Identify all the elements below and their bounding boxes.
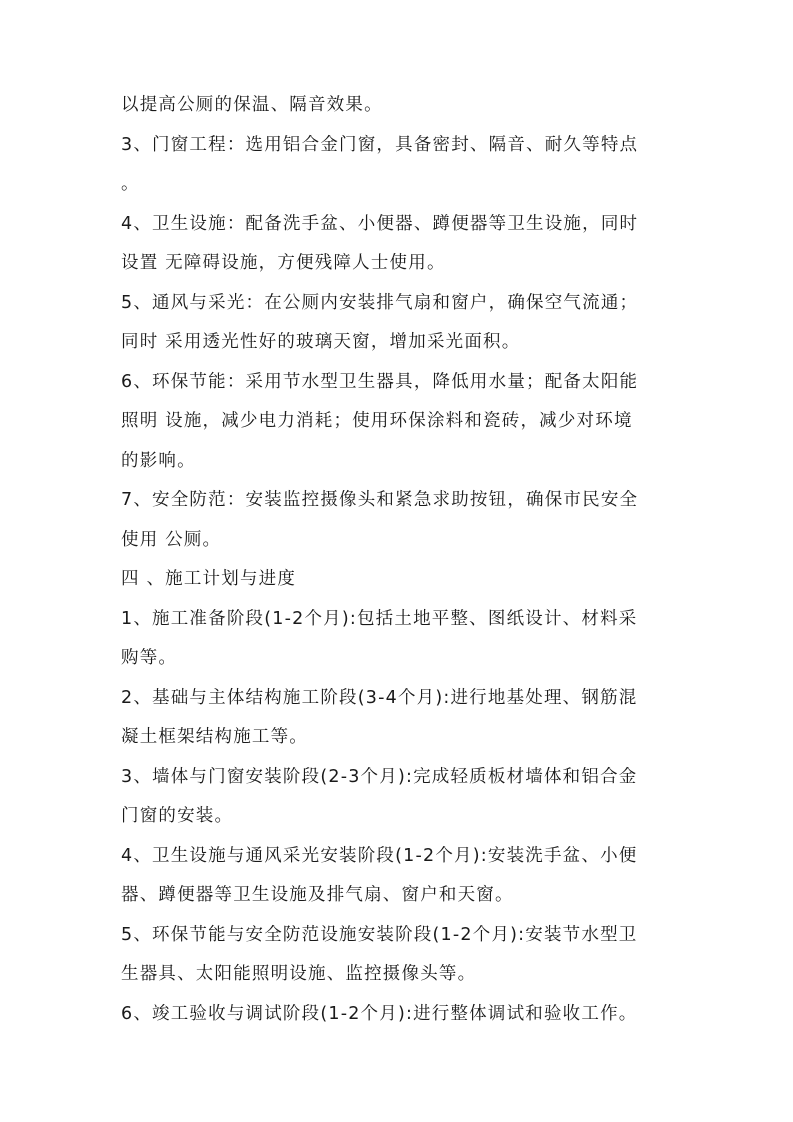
text-line: 6、环保节能：采用节水型卫生器具，降低用水量；配备太阳能 <box>121 371 639 392</box>
document-body <box>121 86 677 1034</box>
text-line: 3、门窗工程：选用铝合金门窗，具备密封、隔音、耐久等特点 <box>121 134 639 155</box>
text-line: 。 <box>121 174 140 194</box>
text-line: 5、环保节能与安全防范设施安装阶段(1-2个月):安装节水型卫 <box>121 924 638 945</box>
text-line: 2、基础与主体结构施工阶段(3-4个月):进行地基处理、钢筋混 <box>121 687 638 708</box>
section-heading: 四 、施工计划与进度 <box>121 569 297 589</box>
text-line: 器、蹲便器等卫生设施及排气扇、窗户和天窗。 <box>121 885 514 905</box>
text-line: 照明 设施，减少电力消耗；使用环保涂料和瓷砖，减少对环境 <box>121 411 633 431</box>
text-line: 使用 公厕。 <box>121 529 222 550</box>
text-line: 同时 采用透光性好的玻璃天窗，增加采光面积。 <box>121 332 521 352</box>
text-line: 门窗的安装。 <box>121 806 234 826</box>
text-line: 的影响。 <box>121 450 196 471</box>
text-line: 1、施工准备阶段(1-2个月):包括土地平整、图纸设计、材料采 <box>121 608 638 629</box>
text-line: 6、竣工验收与调试阶段(1-2个月):进行整体调试和验收工作。 <box>121 1003 638 1024</box>
text-line: 以提高公厕的保温、隔音效果。 <box>121 95 383 115</box>
text-line: 凝土框架结构施工等。 <box>121 727 308 747</box>
text-line: 购等。 <box>121 648 178 668</box>
text-line: 7、安全防范：安装监控摄像头和紧急求助按钮，确保市民安全 <box>121 490 639 510</box>
text-line: 4、卫生设施：配备洗手盆、小便器、蹲便器等卫生设施，同时 <box>121 213 639 234</box>
text-line: 4、卫生设施与通风采光安装阶段(1-2个月):安装洗手盆、小便 <box>121 845 638 866</box>
text-line: 生器具、太阳能照明设施、监控摄像头等。 <box>121 964 477 984</box>
text-line: 设置 无障碍设施，方便残障人士使用。 <box>121 253 446 273</box>
text-line: 3、墙体与门窗安装阶段(2-3个月):完成轻质板材墙体和铝合金 <box>121 766 638 787</box>
text-line: 5、通风与采光：在公厕内安装排气扇和窗户，确保空气流通； <box>121 292 639 313</box>
